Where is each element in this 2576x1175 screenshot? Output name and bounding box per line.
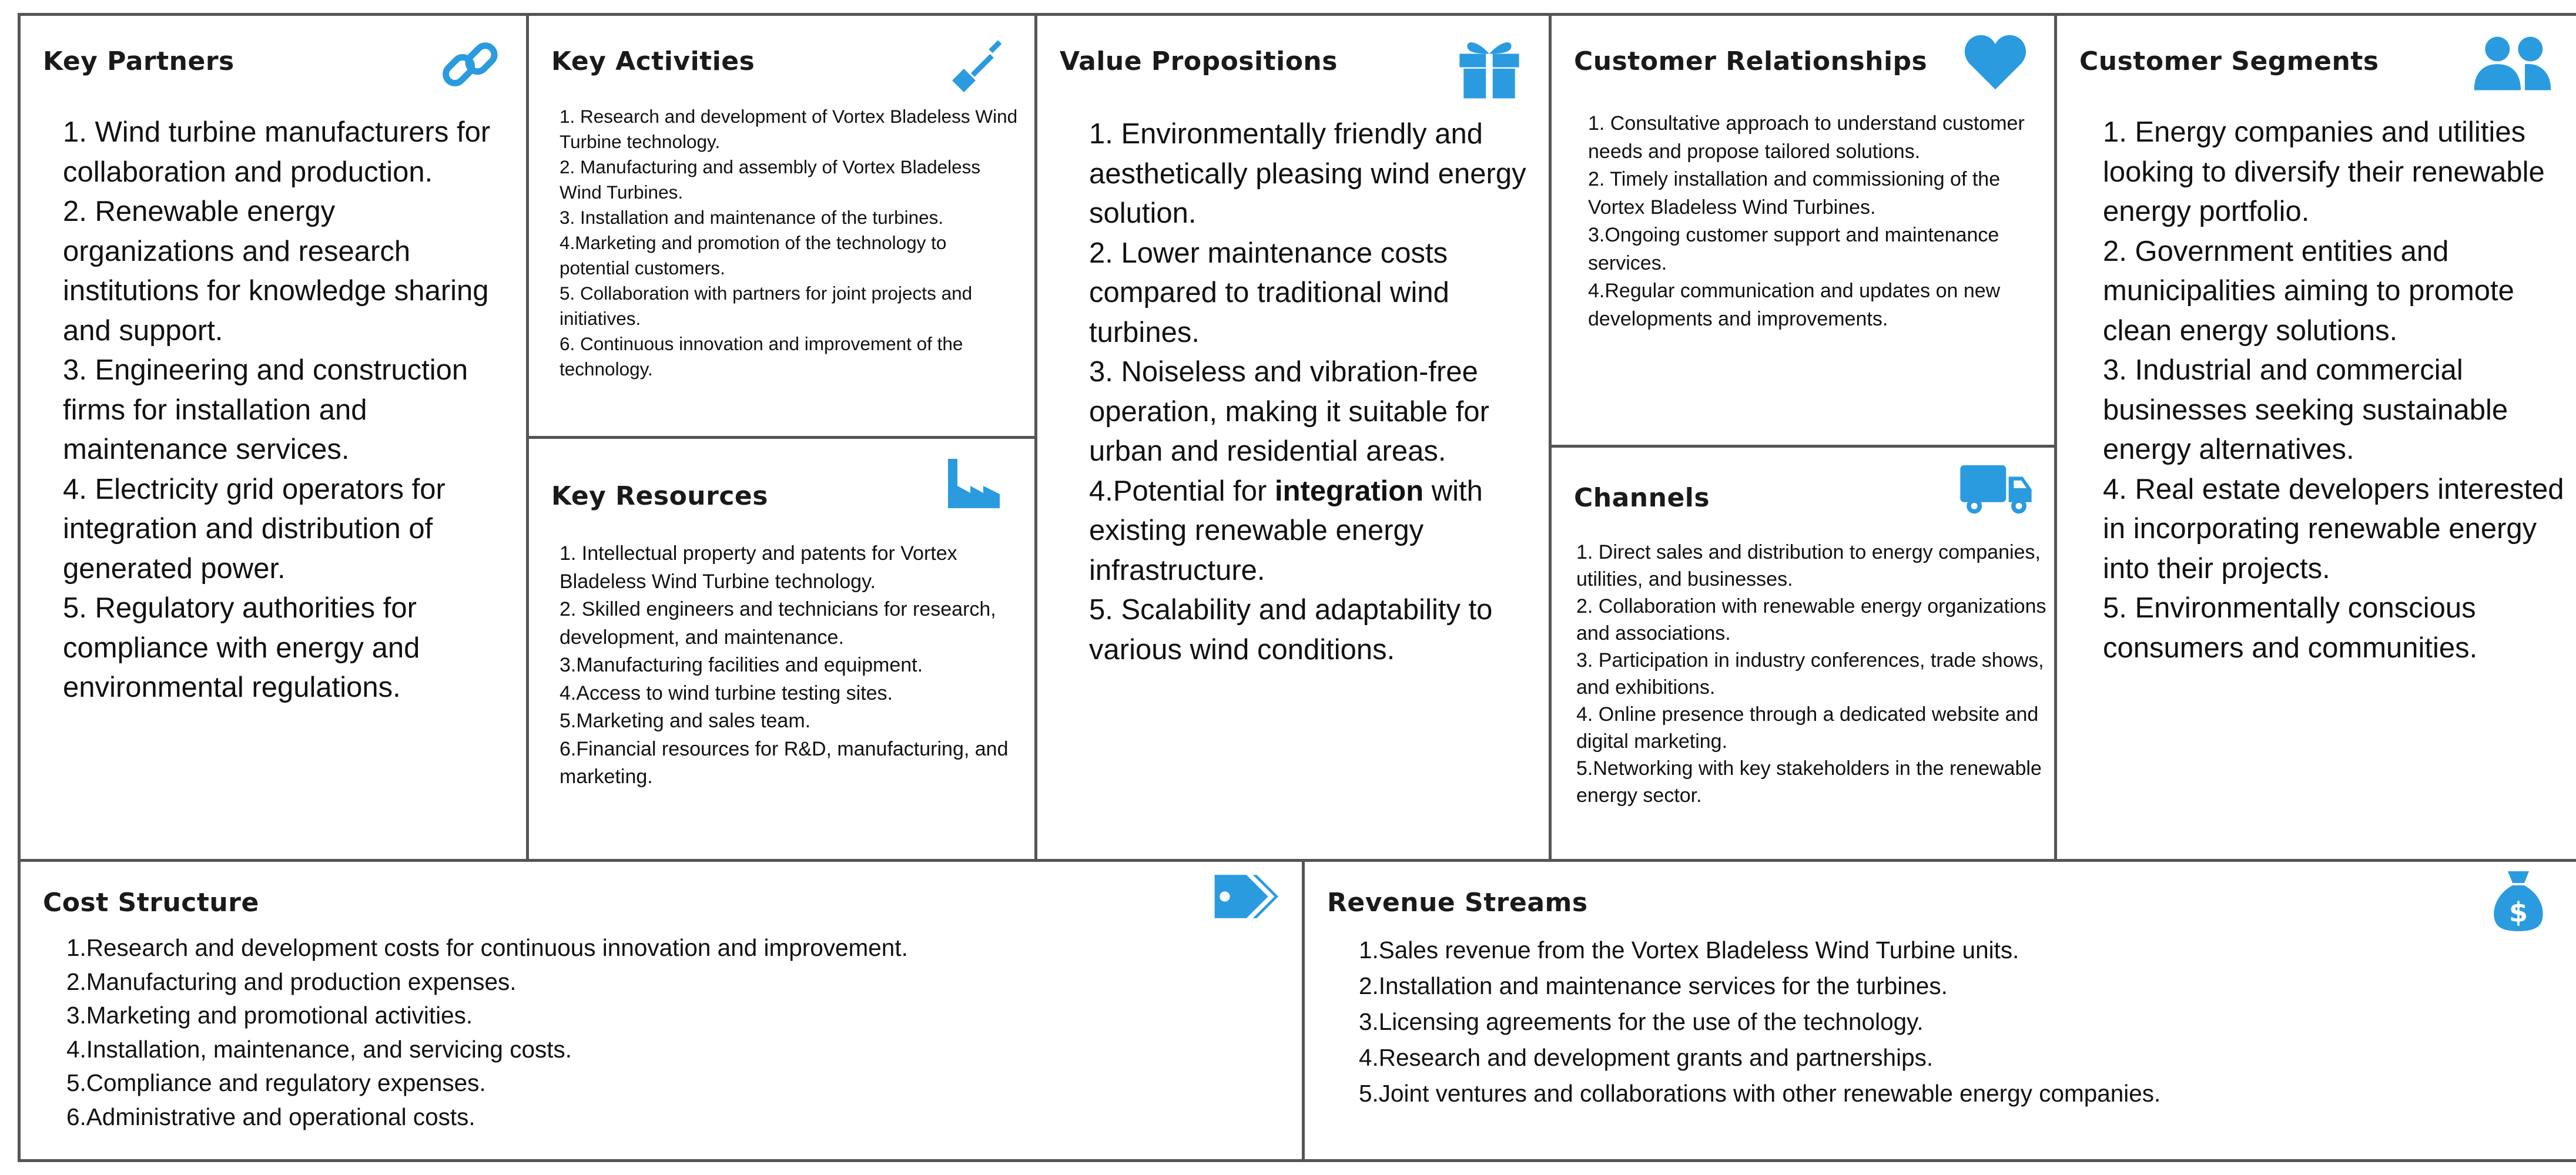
key-partners-title: Key Partners	[43, 46, 235, 76]
price-tag-icon	[1202, 870, 1278, 923]
list-item: 1. Intellectual property and patents for Vortex Bladeless Wind Turbine technology.	[560, 542, 957, 593]
list-item: 4.Access to wind turbine testing sites.	[560, 682, 893, 704]
key-resources-block	[526, 436, 1037, 862]
value-propositions-block	[1034, 13, 1552, 862]
list-item: 1.Sales revenue from the Vortex Bladeless Wind Turbine units.	[1359, 936, 2019, 964]
key-activities-list	[560, 104, 1018, 382]
list-item: 2. Skilled engineers and technicians for research, development, and maintenance.	[560, 598, 996, 649]
list-item: 1.Research and development costs for continuous innovation and improvement.	[66, 934, 908, 961]
value-propositions-title: Value Propositions	[1060, 46, 1338, 76]
list-item: 5.Compliance and regulatory expenses.	[66, 1069, 486, 1096]
list-item: 2. Manufacturing and assembly of Vortex Bladeless Wind Turbines.	[560, 156, 981, 203]
gift-icon	[1451, 33, 1527, 101]
key-resources-list	[560, 540, 1024, 791]
list-item: 4. Electricity grid operators for integration and distribution of generated power.	[63, 473, 445, 585]
list-item: 6. Continuous innovation and improvement of the technology.	[560, 333, 963, 380]
svg-text:$: $	[2508, 897, 2528, 928]
list-item: 5. Environmentally conscious consumers and communities.	[2103, 592, 2478, 664]
list-item: 3. Industrial and commercial businesses seeking sustainable energy alternatives.	[2103, 354, 2508, 465]
list-item: 2. Collaboration with renewable energy organizations and associations.	[1576, 595, 2046, 644]
list-item: 5. Scalability and adaptability to various wind conditions.	[1089, 594, 1493, 666]
list-item: 6.Financial resources for R&D, manufacturing, and marketing.	[560, 737, 1009, 788]
list-item: 4.Potential for integration with existing renewable energy infrastructure.	[1089, 475, 1483, 586]
channels-block	[1549, 445, 2057, 862]
shovel-icon	[946, 39, 1005, 98]
list-item: 5. Collaboration with partners for joint projects and initiatives.	[560, 283, 973, 329]
list-item: 2. Timely installation and commissioning of the Vortex Bladeless Wind Turbines.	[1588, 168, 2001, 219]
customer-segments-title: Customer Segments	[2079, 46, 2379, 76]
factory-icon	[942, 455, 1006, 514]
list-item: 3. Participation in industry conferences, trade shows, and exhibitions.	[1576, 649, 2044, 699]
customer-segments-block	[2054, 13, 2576, 862]
revenue-streams-list	[1359, 932, 2564, 1112]
revenue-streams-title: Revenue Streams	[1327, 888, 1588, 918]
list-item: 4.Research and development grants and partnerships.	[1359, 1044, 1934, 1071]
truck-icon	[1958, 459, 2034, 518]
list-item: 1. Consultative approach to understand customer needs and propose tailored solutions.	[1588, 112, 2025, 163]
list-item: 3. Noiseless and vibration-free operation, making it suitable for urban and residential areas.	[1089, 356, 1489, 467]
list-item: 4.Marketing and promotion of the technology to potential customers.	[560, 232, 947, 278]
list-item: 1. Environmentally friendly and aesthetically pleasing wind energy solution.	[1089, 118, 1526, 229]
list-item: 2. Government entities and municipalities aiming to promote clean energy solutions.	[2103, 235, 2514, 347]
business-model-canvas	[18, 13, 2576, 1162]
list-item: 5.Marketing and sales team.	[560, 710, 811, 732]
list-item: 5. Regulatory authorities for compliance with energy and environmental regulations.	[63, 592, 420, 703]
list-item: 1. Research and development of Vortex Bladeless Wind Turbine technology.	[560, 106, 1018, 152]
money-bag-icon	[2489, 868, 2548, 932]
list-item: 4.Installation, maintenance, and servicing costs.	[66, 1035, 572, 1063]
list-item: 3. Installation and maintenance of the turbines.	[560, 207, 944, 228]
list-item: 2. Lower maintenance costs compared to traditional wind turbines.	[1089, 237, 1449, 348]
cost-structure-block	[18, 859, 1305, 1162]
value-propositions-list	[1089, 115, 1536, 670]
customer-relationships-title: Customer Relationships	[1574, 46, 1928, 76]
users-icon	[2471, 31, 2554, 96]
customer-relationships-list	[1588, 110, 2035, 333]
list-item: 1. Direct sales and distribution to energy companies, utilities, and businesses.	[1576, 541, 2041, 590]
key-activities-block	[526, 13, 1037, 439]
key-resources-title: Key Resources	[551, 481, 768, 511]
list-item: 6.Administrative and operational costs.	[66, 1103, 475, 1130]
heart-icon	[1960, 30, 2031, 95]
list-item: 1. Energy companies and utilities looking to diversify their renewable energy portfolio.	[2103, 116, 2545, 227]
channels-list	[1576, 539, 2046, 809]
list-item: 4. Online presence through a dedicated website and digital marketing.	[1576, 703, 2039, 753]
revenue-streams-block	[1302, 859, 2576, 1162]
list-item: 2.Manufacturing and production expenses.	[66, 968, 517, 995]
customer-segments-list	[2103, 113, 2567, 668]
list-item: 2.Installation and maintenance services for the turbines.	[1359, 972, 1948, 999]
customer-relationships-block	[1549, 13, 2057, 448]
list-item: 3.Manufacturing facilities and equipment.	[560, 654, 923, 676]
key-activities-title: Key Activities	[551, 46, 755, 76]
list-item: 4. Real estate developers interested in incorporating renewable energy into their projects.	[2103, 473, 2564, 585]
list-item: 4.Regular communication and updates on new developments and improvements.	[1588, 280, 2001, 330]
channels-title: Channels	[1574, 483, 1710, 513]
cost-structure-list	[66, 931, 1271, 1134]
key-partners-block	[18, 13, 529, 862]
list-item: 3. Engineering and construction firms for installation and maintenance services.	[63, 354, 468, 465]
list-item: 3.Ongoing customer support and maintenance services.	[1588, 224, 1999, 274]
list-item: 3.Licensing agreements for the use of the technology.	[1359, 1008, 1924, 1035]
list-item: 1. Wind turbine manufacturers for collaboration and production.	[63, 116, 491, 188]
key-partners-list	[63, 113, 510, 708]
list-item: 3.Marketing and promotional activities.	[66, 1002, 473, 1029]
cost-structure-title: Cost Structure	[43, 888, 259, 918]
link-icon	[438, 32, 503, 97]
list-item: 2. Renewable energy organizations and research institutions for knowledge sharing and support.	[63, 196, 489, 347]
list-item: 5.Joint ventures and collaborations with other renewable energy companies.	[1359, 1080, 2161, 1107]
list-item: 5.Networking with key stakeholders in the renewable energy sector.	[1576, 757, 2042, 807]
